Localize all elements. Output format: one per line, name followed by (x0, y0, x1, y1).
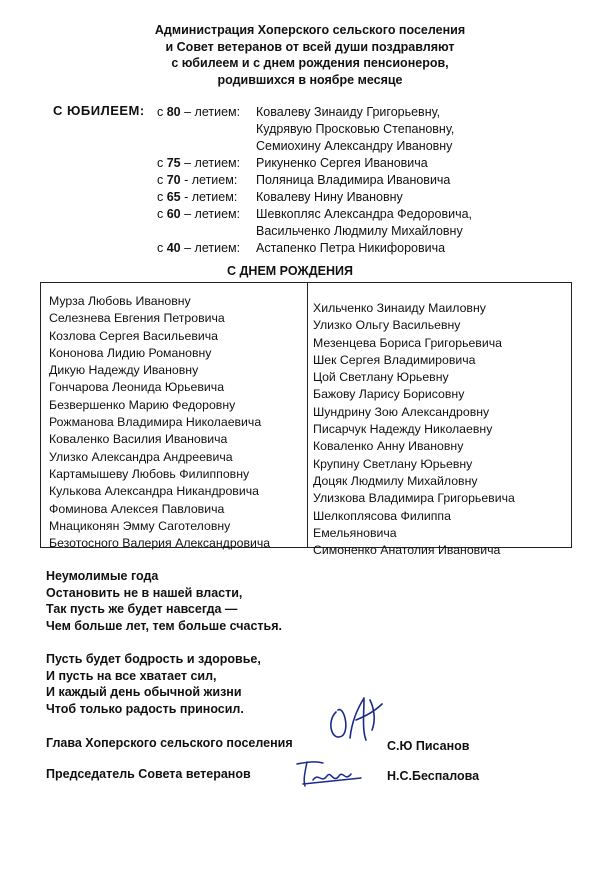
jubilee-name: Семиохину Александру Ивановну (256, 139, 453, 153)
birthday-name: Шек Сергея Владимировича (313, 352, 476, 367)
jubilee-age: 65 (166, 190, 181, 204)
jubilee-prefix: с (157, 190, 167, 204)
jubilee-age: 60 (166, 207, 181, 221)
chair-title: Председатель Совета ветеранов (46, 767, 251, 781)
jubilee-group-70 (157, 172, 237, 189)
jubilee-prefix: с (157, 207, 167, 221)
birthday-name: Шундрину Зою Александровну (313, 404, 490, 419)
jubilee-prefix: с (157, 156, 167, 170)
jubilee-name: Астапенко Петра Никифоровича (256, 241, 446, 255)
birthday-title: С ДНЕМ РОЖДЕНИЯ (227, 264, 353, 278)
birthday-name: Коваленко Анну Ивановну (313, 439, 464, 454)
birthday-name: Улизко Александра Андреевича (49, 449, 233, 464)
jubilee-age: 70 (166, 173, 181, 187)
birthday-name: Улизко Ольгу Васильевну (313, 318, 461, 333)
birthday-name: Кононова Лидию Романовну (49, 345, 212, 360)
header-line-1: Администрация Хоперского сельского поселения (154, 23, 466, 37)
birthday-name: Дикую Надежду Ивановну (49, 363, 199, 378)
birthday-name: Мнациконян Эмму Саготеловну (49, 518, 231, 533)
birthday-name: Коваленко Василия Ивановича (49, 432, 228, 447)
birthday-name: Симоненко Анатолия Ивановича (313, 543, 501, 558)
poem-stanza-1 (46, 568, 282, 634)
jubilee-group-60 (157, 206, 240, 223)
chair-signature-image (293, 754, 365, 792)
header-line-3: с юбилеем и с днем рождения пенсионеров, (171, 56, 449, 70)
jubilee-suffix: – летием: (180, 207, 241, 221)
jubilee-age: 75 (166, 156, 181, 170)
jubilee-group-80 (157, 104, 240, 121)
birthday-name: Безотосного Валерия Александровича (49, 536, 271, 551)
poem-line: И пусть на все хватает сил, (46, 668, 217, 683)
jubilee-age: 40 (166, 241, 181, 255)
poem-line: И каждый день обычной жизни (46, 685, 242, 699)
jubilee-group-65 (157, 189, 237, 206)
jubilee-prefix: с (157, 173, 167, 187)
birthday-name: Кулькова Александра Никандровича (49, 484, 259, 499)
birthday-right-column (313, 300, 515, 559)
head-title: Глава Хоперского сельского поселения (46, 736, 293, 750)
birthday-name: Крупину Светлану Юрьевну (313, 456, 473, 471)
jubilee-age: 80 (166, 105, 181, 119)
birthday-left-column (49, 293, 270, 552)
jubilee-name: Рикуненко Сергея Ивановича (256, 156, 428, 170)
birthday-name: Емельяновича (313, 525, 397, 540)
poem-line: Чем больше лет, тем больше счастья. (46, 618, 282, 633)
jubilee-name: Ковалеву Зинаиду Григорьевну, (256, 105, 441, 119)
birthday-table (40, 282, 572, 558)
birthday-name: Картамышеву Любовь Филипповну (49, 466, 250, 481)
jubilee-suffix: – летием: (180, 156, 241, 170)
birthday-name: Рожманова Владимира Николаевича (49, 415, 262, 430)
column-divider (307, 283, 308, 547)
poem-line: Чтоб только радость приносил. (46, 701, 244, 716)
poem-line: Неумолимые года (46, 569, 159, 583)
birthday-name: Козлова Сергея Васильевича (49, 328, 218, 343)
birthday-name: Доцяк Людмилу Михайловну (313, 473, 478, 488)
birthday-name: Цой Светлану Юрьевну (313, 370, 449, 385)
jubilee-group-75 (157, 155, 240, 172)
birthday-name: Бажову Ларису Борисовну (313, 387, 465, 402)
jubilee-group-40 (157, 240, 240, 257)
birthday-name: Селезнева Евгения Петровича (49, 311, 225, 326)
poem-stanza-2 (46, 651, 261, 717)
jubilee-name: Кудрявую Просковью Степановну, (256, 122, 455, 136)
document-header (110, 22, 510, 88)
head-signature-image (320, 690, 390, 750)
jubilee-prefix: с (157, 105, 167, 119)
birthday-name: Мезенцева Бориса Григорьевича (313, 335, 502, 350)
jubilee-suffix: – летием: (180, 105, 241, 119)
birthday-name: Фоминова Алексея Павловича (49, 501, 225, 516)
birthday-name: Писарчук Надежду Николаевну (313, 422, 493, 437)
poem-line: Остановить не в нашей власти, (46, 585, 243, 600)
header-line-2: и Совет ветеранов от всей души поздравляют (165, 39, 455, 54)
birthday-name: Хильченко Зинаиду Маиловну (313, 301, 486, 315)
jubilee-prefix: с (157, 241, 167, 255)
jubilee-name: Ковалеву Нину Ивановну (256, 190, 403, 204)
birthday-name: Мурза Любовь Ивановну (49, 294, 191, 308)
jubilee-suffix: - летием: (180, 190, 238, 204)
birthday-name: Гончарова Леонида Юрьевича (49, 380, 225, 395)
birthday-name: Улизкова Владимира Григорьевича (313, 491, 515, 506)
jubilee-label: С ЮБИЛЕЕМ: (53, 103, 145, 118)
head-name: С.Ю Писанов (387, 739, 470, 753)
poem-line: Так пусть же будет навсегда — (46, 602, 238, 616)
jubilee-suffix: – летием: (180, 241, 241, 255)
jubilee-name: Васильченко Людмилу Михайловну (256, 224, 463, 238)
birthday-name: Шелкоплясова Филиппа (313, 508, 451, 523)
chair-name: Н.С.Беспалова (387, 769, 480, 783)
jubilee-name: Поляница Владимира Ивановича (256, 173, 451, 187)
birthday-name: Безвершенко Марию Федоровну (49, 397, 236, 412)
header-line-4: родившихся в ноябре месяце (217, 72, 403, 87)
jubilee-suffix: - летием: (180, 173, 238, 187)
poem-line: Пусть будет бодрость и здоровье, (46, 652, 261, 666)
jubilee-name: Шевкопляс Александра Федоровича, (256, 207, 473, 221)
